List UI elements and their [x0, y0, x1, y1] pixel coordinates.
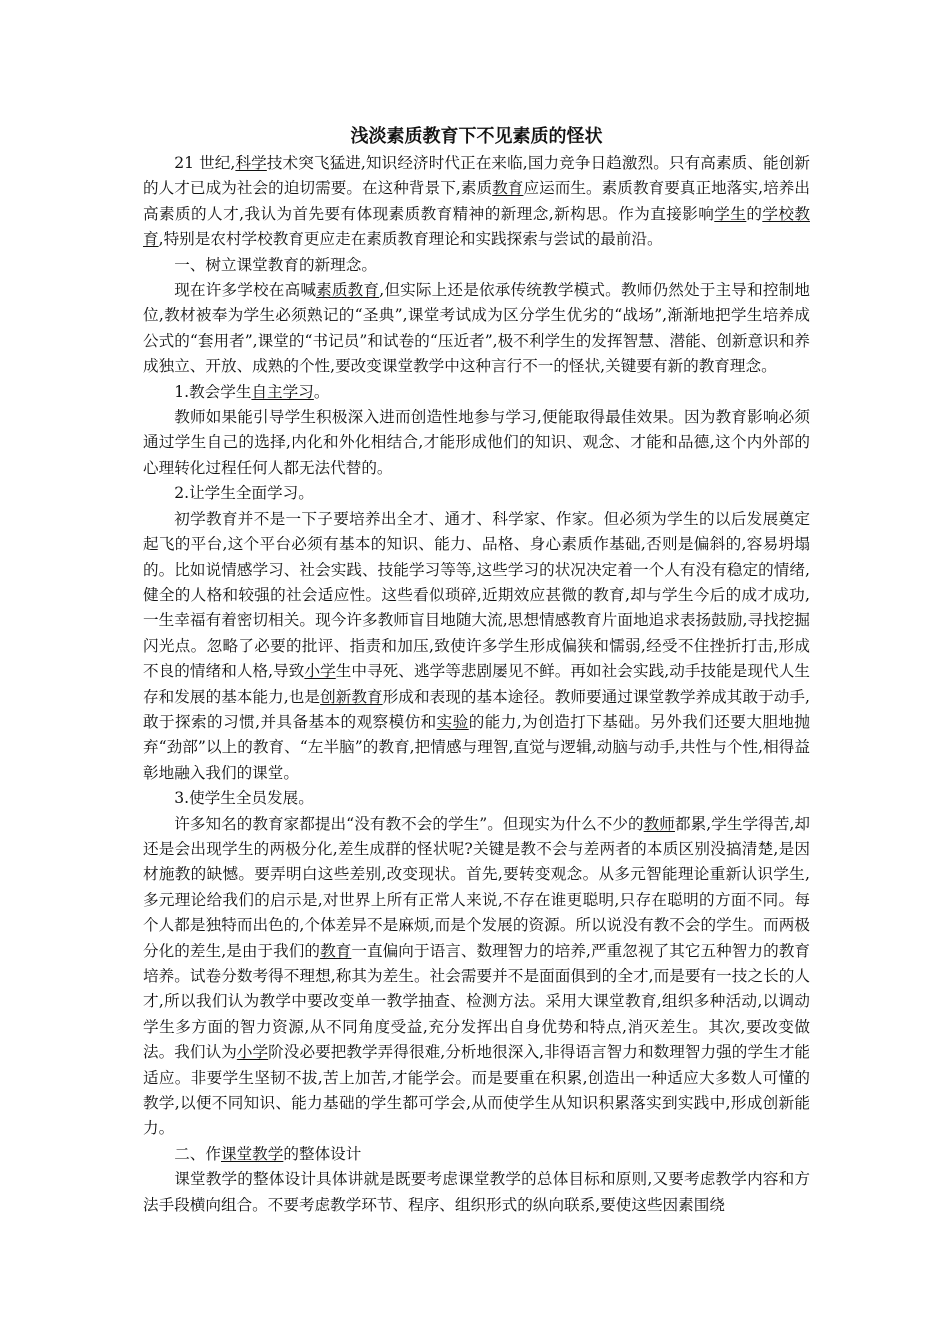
inline-link[interactable]: 小学: [236, 1043, 269, 1062]
text-run: 形成和表现的基本途径。教师要通过课堂教学养成其敢于动手,敢于探索的习惯,并具备基本的观察模仿和: [143, 687, 810, 731]
text-run: 现在许多学校在高喊: [174, 281, 317, 300]
text-run: 的: [746, 204, 763, 223]
text-run: 1.教会学生: [174, 382, 252, 401]
section-heading: [143, 253, 810, 278]
document-title: 浅淡素质教育下不见素质的怪状: [350, 126, 603, 147]
inline-link[interactable]: 学生: [714, 204, 747, 223]
text-run: 生中寻死、逃学等悲剧屡见不鲜。再如社会实践,动手技能是现代人生存和发展的基本能力,也是: [143, 662, 810, 706]
text-run: 一、树立课堂教育的新理念。: [174, 255, 377, 274]
text-run: 应运而生。素质教育要真正地落实,培养出高素质的人才,我认为首先要有体现素质教育精神的新理念,新构思。作为直接影响: [143, 179, 810, 223]
text-run: 的整体设计: [283, 1144, 362, 1163]
section-heading: [143, 380, 810, 405]
body-paragraph: [143, 278, 810, 380]
section-heading: [143, 481, 810, 506]
text-run: 阶没必要把教学弄得很难,分析地很深入,非得语言智力和数理智力强的学生才能适应。非要学生坚韧不拔,苦上加苦,才能学会。而是要重在积累,创造出一种适应大多数人可懂的教学,以便不同知识、能力基础的学生都可学会,从而使学生从知识积累落实到实践中,形成创新能力。: [143, 1043, 810, 1138]
text-run: 21 世纪,: [174, 154, 236, 172]
inline-link[interactable]: 教育: [320, 941, 352, 960]
section-heading: [143, 1142, 810, 1167]
text-run: 技术突飞猛进,知识经济时代正在来临,国力竞争日趋激烈。只有高素质、能创新的人才已成为社会的迫切需要。在这种背景下,素质: [143, 154, 810, 198]
inline-link[interactable]: 学校教育: [143, 204, 810, 249]
inline-link[interactable]: 自主学习: [251, 382, 314, 401]
body-paragraph: [143, 151, 810, 253]
text-run: ,特别是农村学校教育更应走在素质教育理论和实践探索与尝试的最前沿。: [158, 230, 663, 249]
inline-link[interactable]: 创新教育: [320, 687, 383, 706]
inline-link[interactable]: 课堂教学: [220, 1144, 284, 1163]
inline-link[interactable]: 小学: [304, 662, 336, 681]
body-paragraph: [143, 812, 810, 1142]
text-run: 一直偏向于语言、数理智力的培养,严重忽视了其它五种智力的教育培养。试卷分数考得不理想,称其为差生。社会需要并不是面面俱到的全才,而是要有一技之长的人才,所以我们认为教学中要改变单一教学抽查、检测方法。采用大课堂教育,组织多种活动,以调动学生多方面的智力资源,从不同角度受益,充分发挥出自身优势和特点,消灭差生。其次,要改变做法。我们认为: [143, 941, 810, 1062]
body-paragraph: [143, 507, 810, 786]
text-run: 。: [313, 382, 330, 401]
text-run: 2.让学生全面学习。: [174, 484, 314, 503]
text-run: 许多知名的教育家都提出“没有教不会的学生”。但现实为什么不少的: [174, 814, 644, 833]
inline-link[interactable]: 实验: [436, 712, 469, 731]
text-run: ,但实际上还是依承传统教学模式。教师仍然处于主导和控制地位,教材被奉为学生必须熟记的“圣典”,课堂考试成为区分学生优劣的“战场”,渐渐地把学生培养成公式的“套用者”,课堂的“书记员”和试卷的“压近者”,极不利学生的发挥智慧、潜能、创新意识和养成独立、开放、成熟的个性,要改变课堂教学中这种言行不一的怪状,关键要有新的教育理念。: [143, 281, 810, 376]
document-page: [143, 124, 810, 1218]
body-paragraph: [143, 1167, 810, 1218]
text-run: 3.使学生全员发展。: [174, 789, 314, 808]
text-run: 二、作: [174, 1144, 221, 1163]
text-run: 都累,学生学得苦,却还是会出现学生的两极分化,差生成群的怪状呢?关键是教不会与差两者的本质区别没搞清楚,是因材施教的缺憾。要弄明白这些差别,改变现状。首先,要转变观念。从多元智能理论重新认识学生,多元理论给我们的启示是,对世界上所有正常人来说,不存在谁更聪明,只存在聪明的方面不同。每个人都是独特而出色的,个体差异不是麻烦,而是个发展的资源。所以说没有教不会的学生。而两极分化的差生,是由于我们的: [143, 814, 810, 960]
text-run: 课堂教学的整体设计具体讲就是既要考虑课堂教学的总体目标和原则,又要考虑教学内容和方法手段横向组合。不要考虑教学环节、程序、组织形式的纵向联系,要使这些因素围绕: [143, 1170, 810, 1214]
section-heading: [143, 786, 810, 811]
inline-link[interactable]: 教师: [643, 814, 675, 833]
text-run: 的能力,为创造打下基础。另外我们还要大胆地抛弃“劲部”以上的教育、“左半脑”的教育,把情感与理智,直觉与逻辑,动脑与动手,共性与个性,相得益彰地融入我们的课堂。: [143, 712, 810, 782]
inline-link[interactable]: 科学: [235, 154, 267, 172]
text-run: 初学教育并不是一下子要培养出全才、通才、科学家、作家。但必须为学生的以后发展奠定起飞的平台,这个平台必须有基本的知识、能力、品格、身心素质作基础,否则是偏斜的,容易坍塌的。比如说情感学习、社会实践、技能学习等等,这些学习的状况决定着一个人有没有稳定的情绪,健全的人格和较强的社会适应性。这些看似琐碎,近期效应甚微的教育,却与学生今后的成才成功,一生幸福有着密切相关。现今许多教师盲目地随大流,思想情感教育片面地追求表扬鼓励,寻找挖掘闪光点。忽略了必要的批评、指责和加压,致使许多学生形成偏狭和懦弱,经受不住挫折打击,形成不良的情绪和人格,导致: [143, 509, 810, 681]
text-run: 教师如果能引导学生积极深入进而创造性地参与学习,便能取得最佳效果。因为教育影响必须通过学生自己的选择,内化和外化相结合,才能形成他们的知识、观念、才能和品德,这个内外部的心理转化过程任何人都无法代替的。: [143, 408, 810, 477]
body-paragraph: [143, 405, 810, 481]
document-body: [143, 151, 810, 1218]
inline-link[interactable]: 教育: [492, 179, 524, 198]
inline-link[interactable]: 素质教育: [316, 281, 380, 300]
